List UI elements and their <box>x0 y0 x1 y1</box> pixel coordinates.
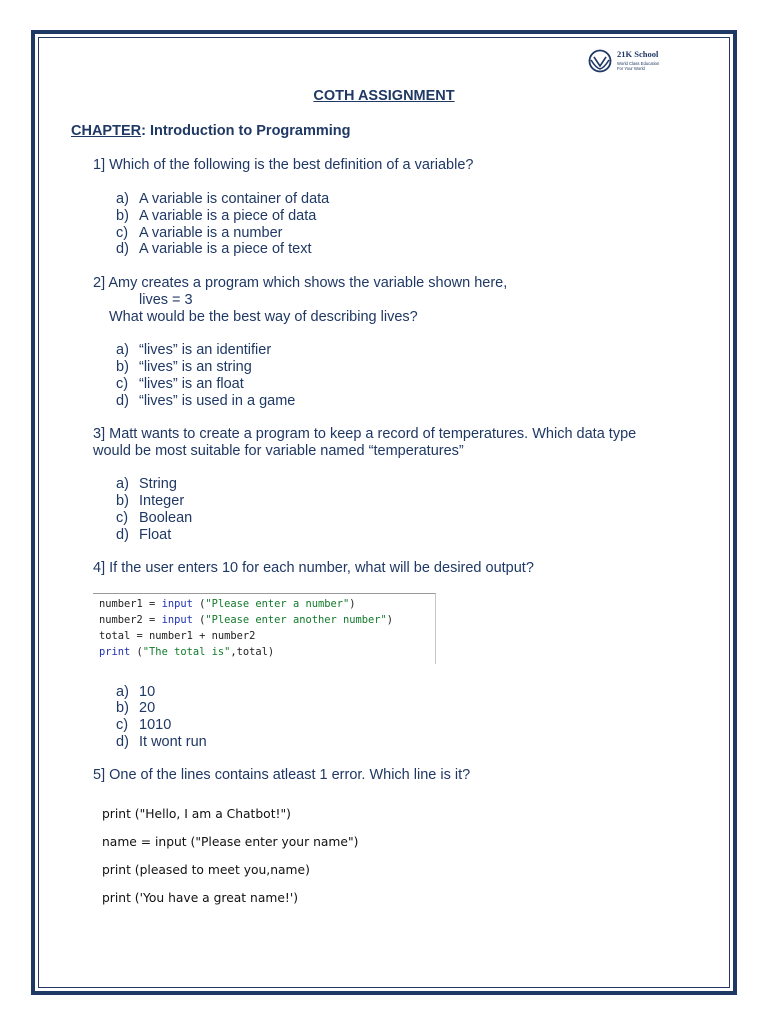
code-line: print (pleased to meet you,name) <box>102 863 310 877</box>
chapter-heading <box>71 123 351 140</box>
code-line: print ("Hello, I am a Chatbot!") <box>102 807 291 821</box>
option: c) A variable is a number <box>116 225 283 241</box>
code-line: total = number1 + number2 <box>99 630 256 642</box>
code-line: number1 = input ("Please enter a number") <box>99 598 356 610</box>
question-3-text: 3] Matt wants to create a program to keep a record of temperatures. Which data type <box>93 426 637 442</box>
code-line: number2 = input ("Please enter another number") <box>99 614 394 626</box>
option: a) String <box>116 476 177 492</box>
school-logo <box>588 48 678 74</box>
question-2-text: 2] Amy creates a program which shows the variable shown here, <box>93 275 508 291</box>
option: b) A variable is a piece of data <box>116 208 317 224</box>
chapter-label: CHAPTER <box>71 123 142 139</box>
option: a) 10 <box>116 684 156 700</box>
question-3-text-cont: would be most suitable for variable named “temperatures” <box>93 443 464 459</box>
option: c) Boolean <box>116 510 193 526</box>
option: b) “lives” is an string <box>116 359 252 375</box>
question-4-text: 4] If the user enters 10 for each number, what will be desired output? <box>93 560 534 576</box>
question-2-subtext: What would be the best way of describing lives? <box>109 309 418 325</box>
option: d) It wont run <box>116 734 207 750</box>
question-2-code-line: lives = 3 <box>139 292 193 308</box>
code-line: print ("The total is",total) <box>99 646 275 658</box>
question-5-text: 5] One of the lines contains atleast 1 error. Which line is it? <box>93 767 471 783</box>
option: b) 20 <box>116 700 156 716</box>
option: c) 1010 <box>116 717 172 733</box>
logo-tagline: For Your World <box>617 66 645 71</box>
question-1-text: 1] Which of the following is the best definition of a variable? <box>93 157 474 173</box>
code-line: name = input ("Please enter your name") <box>102 835 359 849</box>
option: a) “lives” is an identifier <box>116 342 272 358</box>
option: d) “lives” is used in a game <box>116 393 296 409</box>
option: c) “lives” is an float <box>116 376 244 392</box>
option: d) Float <box>116 527 172 543</box>
chapter-name: : Introduction to Programming <box>141 123 351 139</box>
option: b) Integer <box>116 493 185 509</box>
page-title: COTH ASSIGNMENT <box>313 88 455 104</box>
logo-name: 21K School <box>617 49 659 59</box>
option: a) A variable is container of data <box>116 191 330 207</box>
code-line: print ('You have a great name!') <box>102 891 299 905</box>
globe-logo-icon <box>588 49 612 73</box>
logo-tagline: World Class Education <box>617 61 660 66</box>
code-snippet <box>93 593 436 664</box>
option: d) A variable is a piece of text <box>116 241 312 257</box>
